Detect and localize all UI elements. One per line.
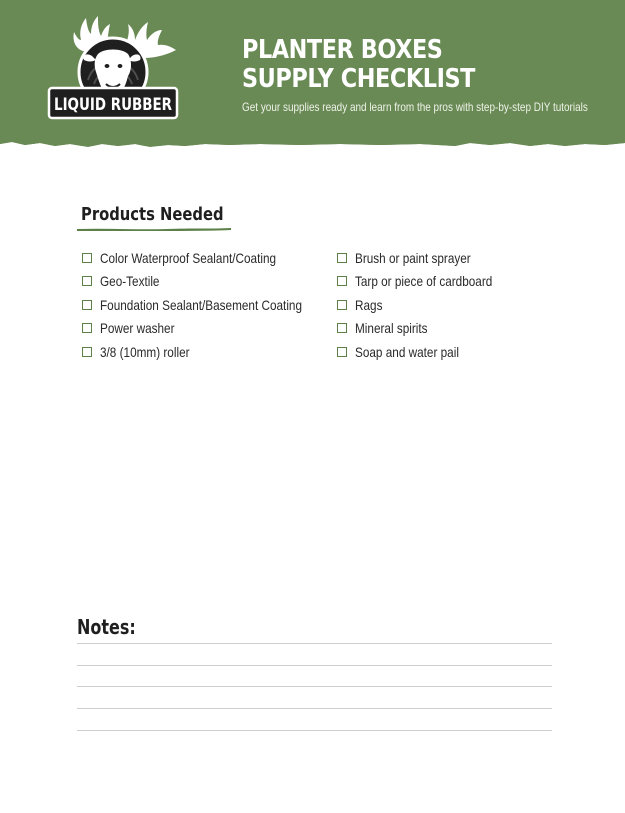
checkbox[interactable] (337, 347, 347, 357)
checkbox[interactable] (337, 323, 347, 333)
notes-heading: Notes: (77, 615, 136, 639)
checklist-item-label: Power washer (100, 320, 175, 337)
title-line-1: PLANTER BOXES (242, 35, 443, 65)
page-title (242, 36, 475, 94)
header-banner (0, 0, 625, 146)
checkbox[interactable] (337, 276, 347, 286)
checkbox[interactable] (337, 253, 347, 263)
checklist-item-label: Brush or paint sprayer (355, 249, 471, 266)
note-writing-line[interactable] (77, 730, 552, 731)
page-subtitle: Get your supplies ready and learn from the pros with step-by-step DIY tutorials (242, 100, 588, 114)
checkbox[interactable] (82, 347, 92, 357)
checklist-item-label: Soap and water pail (355, 343, 459, 360)
checklist-item[interactable] (82, 293, 341, 317)
checklist-item[interactable] (337, 270, 518, 294)
checklist-item[interactable] (337, 246, 518, 270)
products-needed-heading: Products Needed (81, 204, 224, 225)
torn-paper-edge (0, 138, 625, 154)
checklist-item[interactable] (82, 317, 341, 341)
checkbox[interactable] (337, 300, 347, 310)
checkbox[interactable] (82, 276, 92, 286)
checklist-item-label: Mineral spirits (355, 320, 428, 337)
note-writing-line[interactable] (77, 643, 552, 644)
liquid-rubber-moose-logo (46, 14, 180, 122)
checkbox[interactable] (82, 300, 92, 310)
checklist-item[interactable] (82, 270, 341, 294)
checklist-item-label: 3/8 (10mm) roller (100, 343, 190, 360)
checklist-item[interactable] (337, 293, 518, 317)
products-left-column (82, 246, 341, 364)
checkbox[interactable] (82, 323, 92, 333)
products-right-column (337, 246, 518, 364)
checklist-item[interactable] (337, 340, 518, 364)
note-writing-line[interactable] (77, 686, 552, 687)
checklist-item[interactable] (82, 340, 341, 364)
title-line-2: SUPPLY CHECKLIST (242, 64, 475, 94)
checklist-item-label: Color Waterproof Sealant/Coating (100, 249, 277, 266)
note-writing-line[interactable] (77, 708, 552, 709)
checklist-item[interactable] (337, 317, 518, 341)
checklist-item[interactable] (82, 246, 341, 270)
svg-text:LIQUID RUBBER: LIQUID RUBBER (54, 95, 172, 115)
note-writing-line[interactable] (77, 665, 552, 666)
checkbox[interactable] (82, 253, 92, 263)
checklist-item-label: Geo-Textile (100, 273, 160, 290)
checklist-item-label: Foundation Sealant/Basement Coating (100, 296, 303, 313)
checklist-item-label: Tarp or piece of cardboard (355, 273, 493, 290)
checklist-item-label: Rags (355, 296, 383, 313)
heading-brush-underline (77, 226, 231, 232)
